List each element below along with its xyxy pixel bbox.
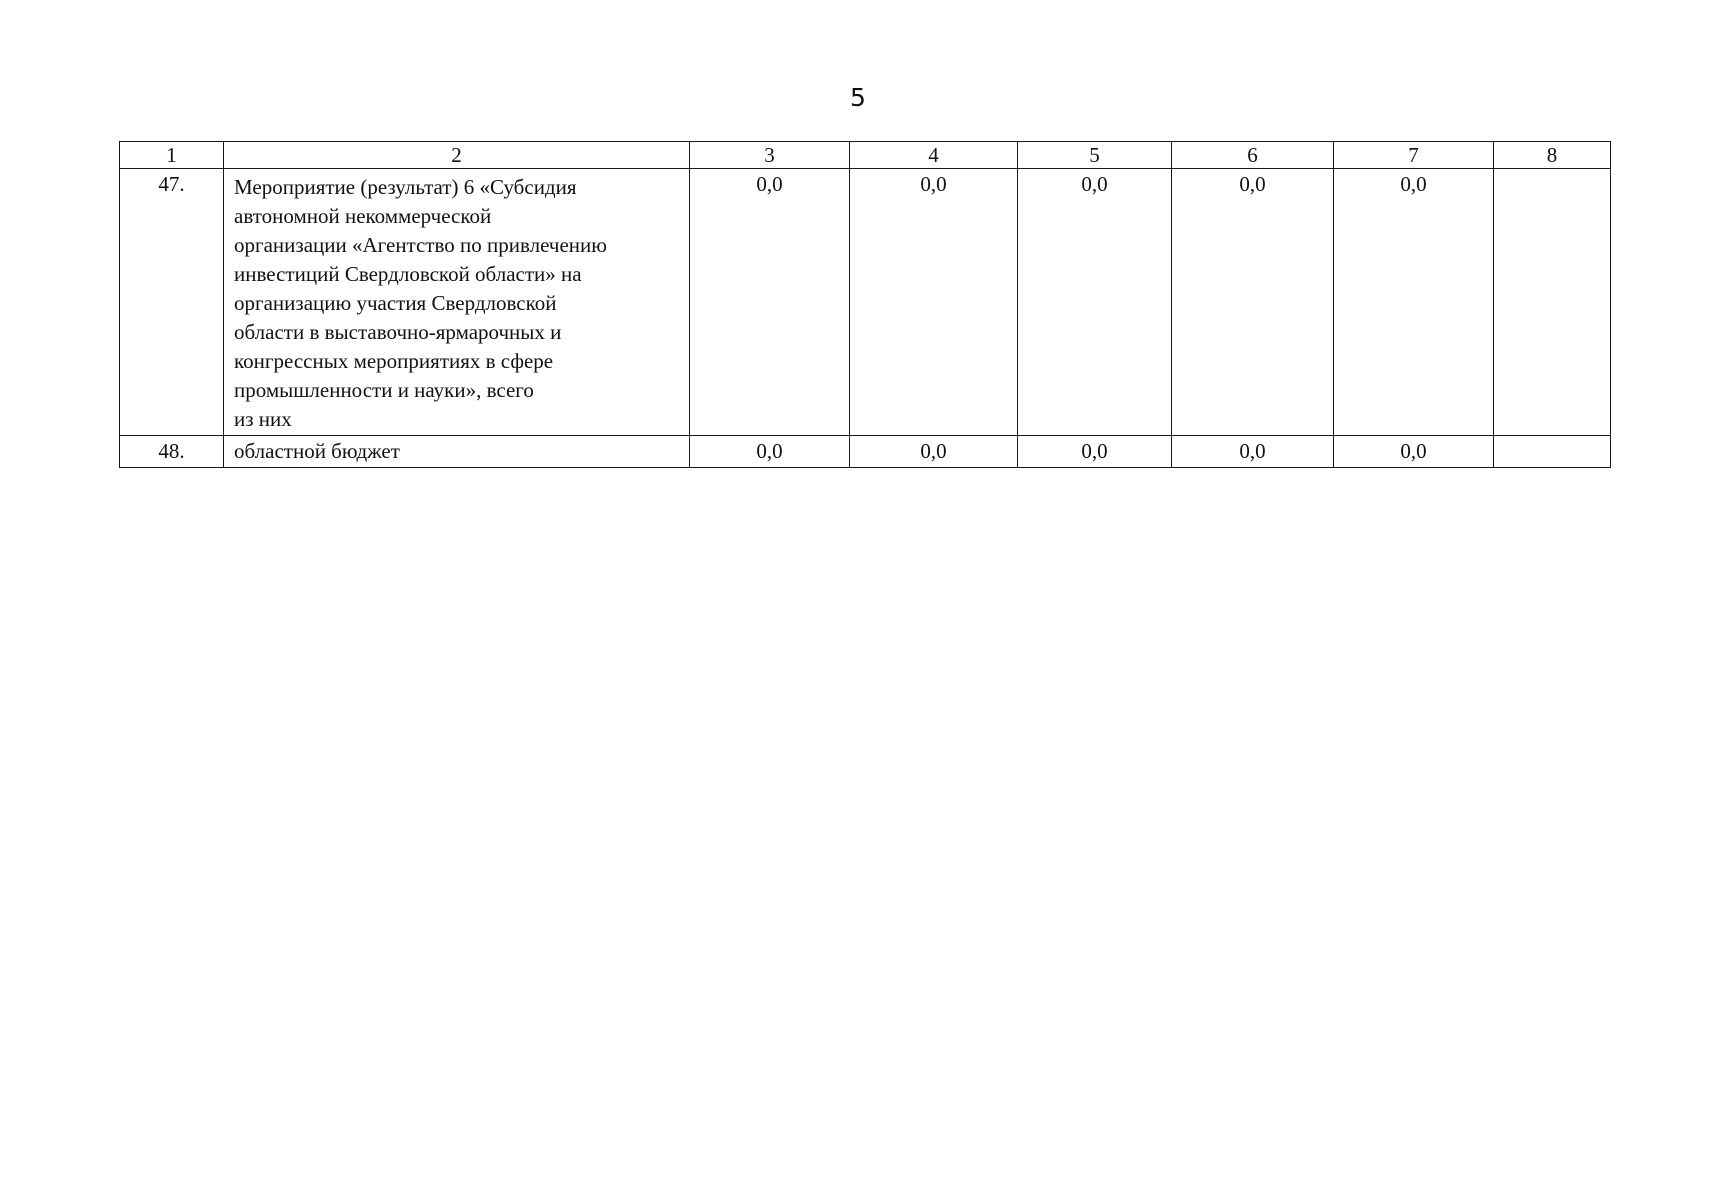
value-cell: 0,0	[850, 436, 1018, 468]
table-header-row	[120, 142, 1611, 169]
row-number: 47.	[120, 169, 224, 436]
description-line: организацию участия Свердловской	[234, 291, 557, 315]
column-header: 8	[1494, 142, 1611, 169]
column-header: 6	[1172, 142, 1334, 169]
description-line: областной бюджет	[234, 439, 400, 463]
value-cell: 0,0	[850, 169, 1018, 436]
value-cell: 0,0	[690, 169, 850, 436]
row-description	[224, 436, 690, 468]
value-cell	[1494, 169, 1611, 436]
column-header: 7	[1334, 142, 1494, 169]
value-cell: 0,0	[1334, 169, 1494, 436]
description-line: инвестиций Свердловской области» на	[234, 262, 582, 286]
budget-table	[119, 141, 1611, 468]
description-line: области в выставочно-ярмарочных и	[234, 320, 562, 344]
description-line: промышленности и науки», всего	[234, 378, 534, 402]
column-header: 2	[224, 142, 690, 169]
value-cell: 0,0	[1018, 169, 1172, 436]
column-header: 3	[690, 142, 850, 169]
page-number: 5	[850, 83, 866, 112]
value-cell: 0,0	[1172, 436, 1334, 468]
column-header: 5	[1018, 142, 1172, 169]
value-cell: 0,0	[690, 436, 850, 468]
value-cell: 0,0	[1018, 436, 1172, 468]
description-line: Мероприятие (результат) 6 «Субсидия	[234, 175, 577, 199]
description-line: автономной некоммерческой	[234, 204, 492, 228]
value-cell: 0,0	[1334, 436, 1494, 468]
description-line: из них	[234, 407, 292, 431]
description-line: организации «Агентство по привлечению	[234, 233, 607, 257]
value-cell: 0,0	[1172, 169, 1334, 436]
table-row	[120, 436, 1611, 468]
column-header: 1	[120, 142, 224, 169]
value-cell	[1494, 436, 1611, 468]
row-description	[224, 169, 690, 436]
column-header: 4	[850, 142, 1018, 169]
row-number: 48.	[120, 436, 224, 468]
description-line: конгрессных мероприятиях в сфере	[234, 349, 554, 373]
table-row	[120, 169, 1611, 436]
